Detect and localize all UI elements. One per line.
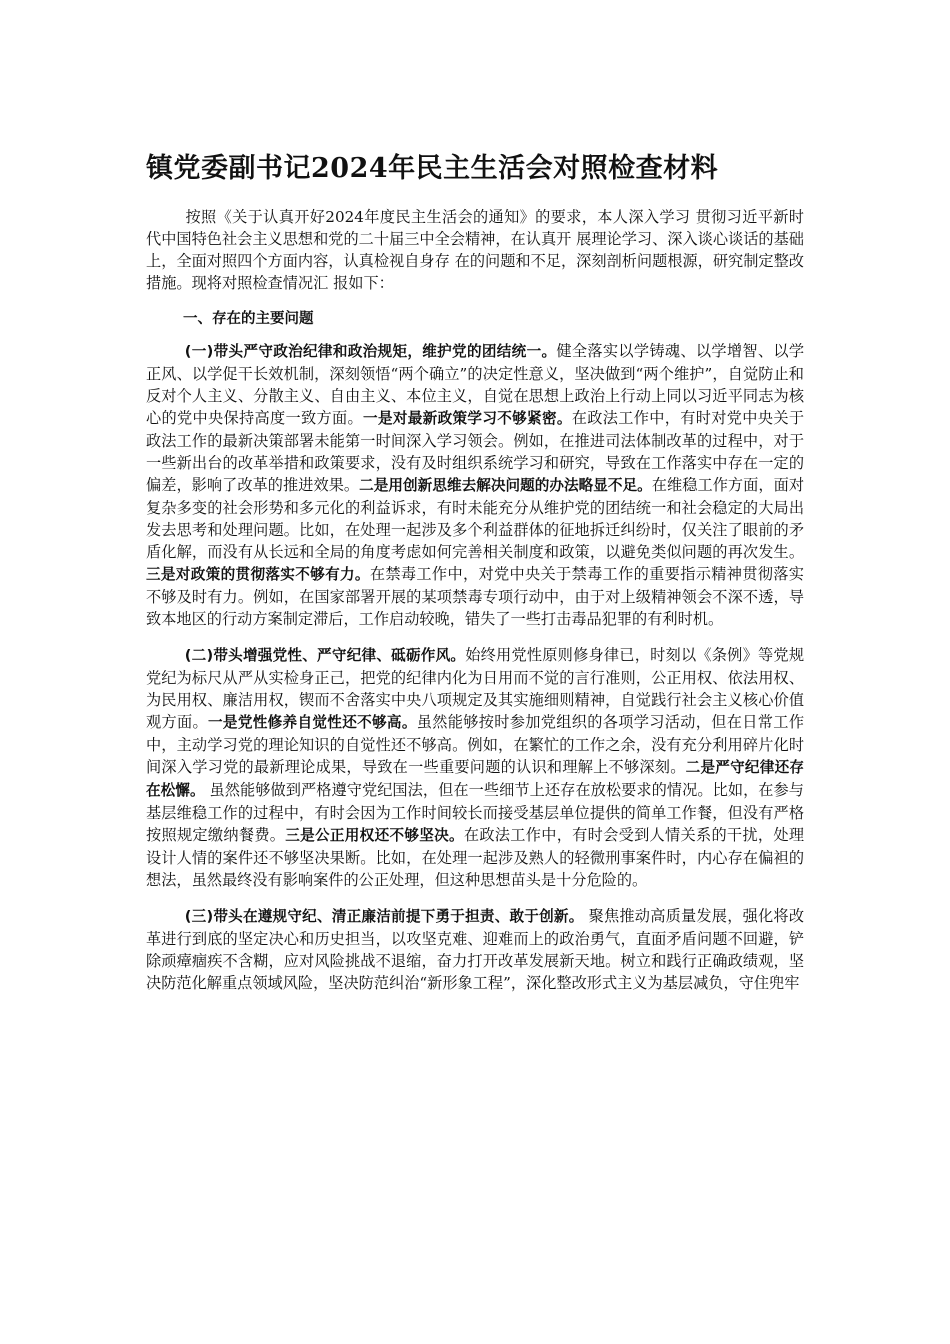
paragraph-text: 在维稳工作方面，面对复杂多变的社会形势和多元化的利益诉求，有时未能充分从维护党的团结统一和社会稳定的大局出发去思考和处理问题。比如，在处理一起涉及多个利益群体的征地拆迁纠纷时，仅关注了眼前的矛盾化解，而没有从长远和全局的角度考虑如何完善相关制度和政策，以避免类似问题的再次发生。 <box>146 476 805 561</box>
document-body <box>146 206 804 1008</box>
problem-paragraph-2 <box>146 644 804 891</box>
problem-point: 一是党性修养自觉性还不够高。 <box>208 714 417 731</box>
paragraph-text: 始终用党性原则修身律已，时刻以《条例》等党规党纪为标尺从严从实检身正己，把党的纪律内化为日用而不觉的言行准则，公正用权、依法用权、为民用权、廉洁用权，锲而不舍落实中央八项规定及其实施细则精神，自觉践行社会主义核心价值观方面。 <box>146 646 805 731</box>
paragraph-text: 健全落实以学铸魂、以学增智、以学正风、以学促干长效机制，深刻领悟“两个确立”的决定性意义，坚决做到“两个维护”，自觉防止和反对个人主义、分散主义、自由主义、本位主义，自觉在思想上政治上行动上同以习近平同志为核心的党中央保持高度一致方面。 <box>146 342 805 427</box>
section-heading: 一、存在的主要问题 <box>182 311 314 327</box>
paragraph-text: 聚焦推动高质量发展，强化将改革进行到底的坚定决心和历史担当，以攻坚克难、迎难而上的政治勇气，直面矛盾问题不回避，铲除顽瘴痼疾不含糊，应对风险挑战不退缩，奋力打开改革发展新天地。树立和践行正确政绩观，坚决防范化解重点领域风险，坚决防范纠治“新形象工程”，深化整改形式主义为基层减负，守住兜牢 <box>146 907 805 992</box>
paragraph-text: 在政法工作中，有时会受到人情关系的干扰，处理设计人情的案件还不够坚决果断。比如，在处理一起涉及熟人的轻微刑事案件时，内心存在偏袒的想法，虽然最终没有影响案件的公正处理，但这种思想苗头是十分危险的。 <box>146 826 805 889</box>
problem-paragraph-1 <box>146 340 804 630</box>
problem-point: 一是对最新政策学习不够紧密。 <box>363 410 572 427</box>
paragraph-text: 在政法工作中，有时对党中央关于政法工作的最新决策部署未能第一时间深入学习领会。例如，在推进司法体制改革的过程中，对于一些新出台的改革举措和政策要求，没有及时组织系统学习和研究，导致在工作落实中存在一定的偏差，影响了改革的推进效果。 <box>146 409 805 494</box>
paragraph-text: 虽然能够按时参加党组织的各项学习活动，但在日常工作中，主动学习党的理论知识的自觉性还不够高。例如，在繁忙的工作之余，没有充分利用碎片化时间深入学习党的最新理论成果，导致在一些重要问题的认识和理解上不够深刻。 <box>146 713 805 776</box>
subsection-heading: (一)带头严守政治纪律和政治规矩，维护党的团结统一。 <box>184 343 557 360</box>
document-title: 镇党委副书记2024年民主生活会对照检查材料 <box>146 153 719 184</box>
intro-paragraph: 按照《关于认真开好2024年度民主生活会的通知》的要求，本人深入学习 贯彻习近平新时代中国特色社会主义思想和党的二十届三中全会精神，在认真开 展理论学习、深入谈心谈话的基础上，全面对照四个方面内容，认真检视自身存 在的问题和不足，深刻剖析问题根源，研究制定整改措施。现将对照检查情况汇 报如下： <box>146 208 804 292</box>
problem-point: 三是公正用权还不够坚决。 <box>285 827 464 844</box>
problem-point: 二是严守纪律还存在松懈。 <box>146 759 804 799</box>
problem-point: 二是用创新思维去解决问题的办法略显不足。 <box>359 477 652 494</box>
subsection-heading: (三)带头在遵规守纪、清正廉洁前提下勇于担责、敢于创新。 <box>184 908 584 925</box>
subsection-heading: (二)带头增强党性、严守纪律、砥砺作风。 <box>184 647 466 664</box>
paragraph-text: 在禁毒工作中，对党中央关于禁毒工作的重要指示精神贯彻落实不够及时有力。例如，在国家部署开展的某项禁毒专项行动中，由于对上级精神领会不深不透，导致本地区的行动方案制定滞后，工作启动较晚，错失了一些打击毒品犯罪的有利时机。 <box>146 565 804 628</box>
problem-point: 三是对政策的贯彻落实不够有力。 <box>146 566 370 583</box>
problem-paragraph-3 <box>146 905 804 994</box>
paragraph-text: 虽然能够做到严格遵守党纪国法，但在一些细节上还存在放松要求的情况。比如，在参与基层维稳工作的过程中，有时会因为工作时间较长而接受基层单位提供的简单工作餐，但没有严格按照规定缴纳餐费。 <box>146 781 804 844</box>
